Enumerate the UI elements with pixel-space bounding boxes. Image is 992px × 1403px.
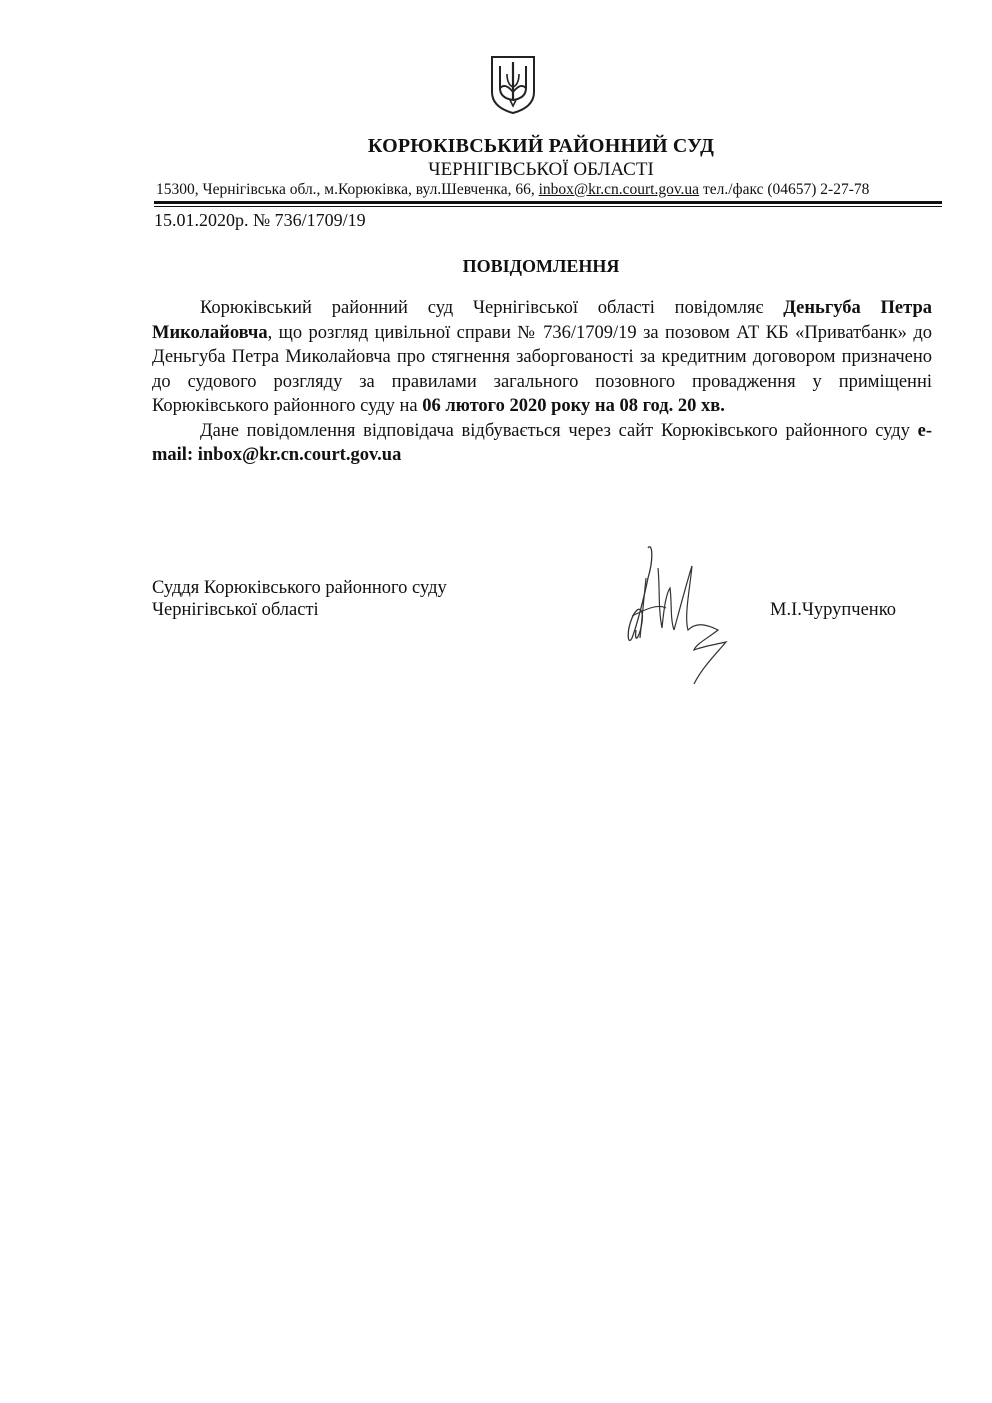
paragraph-text: Дане повідомлення відповідача відбувається через сайт Корюківського районного суду	[200, 420, 918, 441]
paragraph-text: Корюківський районний суд Чернігівської області повідомляє	[200, 298, 784, 318]
document-reference: 15.01.2020р. № 736/1709/19	[154, 210, 366, 230]
court-name: КОРЮКІВСЬКИЙ РАЙОННИЙ СУД	[367, 135, 715, 157]
header-divider-thick	[154, 201, 942, 204]
judge-title-line-2: Чернігівської області	[152, 600, 319, 620]
document-title: ПОВІДОМЛЕННЯ	[462, 256, 620, 276]
court-address	[156, 181, 946, 199]
defendant-name: Деньгуба Петра Миколайовча	[152, 298, 932, 343]
coat-of-arms-icon	[488, 54, 538, 114]
judge-title-line-1: Суддя Корюківського районного суду	[152, 578, 447, 598]
address-text: 15300, Чернігівська обл., м.Корюківка, вул.Шевченка, 66,	[156, 181, 539, 198]
address-phone: тел./факс (04657) 2-27-78	[699, 181, 870, 198]
notice-paragraph-2	[152, 419, 932, 468]
handwritten-signature	[618, 538, 738, 693]
notice-paragraph	[152, 296, 932, 419]
document-body	[152, 296, 932, 468]
hearing-date: 06 лютого 2020 року на 08 год. 20 хв.	[422, 396, 725, 416]
header-divider-thin	[154, 206, 942, 207]
paragraph-text: , що розгляд цивільної справи № 736/1709/19 за позовом АТ КБ «Приватбанк» до Деньгуба Петра Миколайовча про стягнення заборгованості за кредитним договором призначено до судового розгляду за правилами загального позовного провадження у приміщенні Корюківського районного суду на	[152, 322, 932, 416]
court-region: ЧЕРНІГІВСЬКОЇ ОБЛАСТІ	[428, 159, 654, 180]
court-email: e-mail: inbox@kr.cn.court.gov.ua	[152, 420, 932, 465]
judge-name: М.І.Чурупченко	[770, 600, 897, 620]
address-email-link[interactable]: inbox@kr.cn.court.gov.ua	[538, 181, 700, 198]
judge-title	[152, 577, 447, 621]
